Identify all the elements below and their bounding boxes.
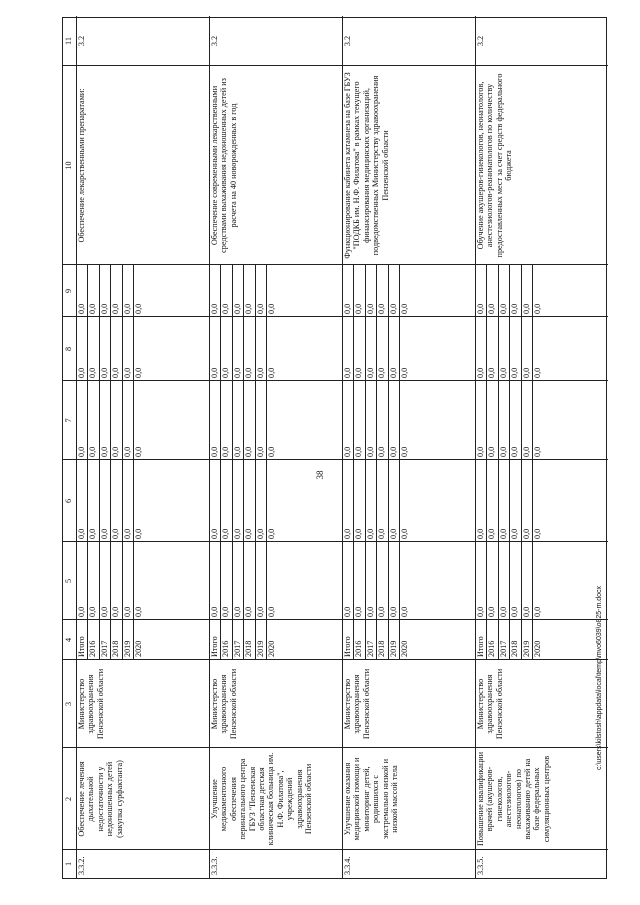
year-label: Итого: [343, 636, 352, 657]
year-label: 2018: [510, 640, 520, 657]
funding-value: 0,0: [99, 367, 109, 378]
funding-value: 0,0: [77, 303, 86, 314]
year-label: 2019: [521, 640, 531, 657]
funding-value: 0,0: [221, 606, 231, 617]
year-label: 2020: [267, 640, 276, 657]
funding-value: 0,0: [498, 367, 508, 378]
indicator-ref: 3.2: [77, 35, 86, 47]
funding-value: 0,0: [476, 528, 485, 539]
funding-value: 0,0: [255, 446, 265, 457]
funding-value: 0,0: [388, 528, 398, 539]
funding-value: 0,0: [122, 446, 132, 457]
funding-value: 0,0: [210, 606, 219, 617]
funding-value: 0,0: [365, 446, 375, 457]
funding-value: 0,0: [400, 367, 409, 378]
expected-result: Обучение акушеров-гинекологов, неонатологов, анестезиологов-реаниматологов по количеству предоставленных мест за счет средств федерального бюджета: [476, 73, 514, 258]
funding-value: 0,0: [88, 367, 98, 378]
funding-value: 0,0: [267, 606, 276, 617]
column-number: 6: [64, 498, 73, 504]
funding-value: 0,0: [232, 446, 242, 457]
funding-value: 0,0: [388, 303, 398, 314]
funding-value: 0,0: [111, 367, 121, 378]
measure-name: Обеспечение лечения дыхательной недостаточности у недоношенных детей (закупка сурфактанта): [77, 760, 124, 838]
funding-value: 0,0: [267, 528, 276, 539]
funding-value: 0,0: [521, 303, 531, 314]
funding-value: 0,0: [377, 446, 387, 457]
funding-value: 0,0: [255, 303, 265, 314]
column-number: 9: [64, 288, 73, 294]
funding-value: 0,0: [510, 606, 520, 617]
year-label: 2016: [354, 640, 364, 657]
row-number: 3.3.3.: [210, 856, 219, 875]
row-number: 3.3.4.: [343, 856, 352, 875]
year-label: 2018: [377, 640, 387, 657]
funding-value: 0,0: [400, 446, 409, 457]
funding-value: 0,0: [365, 367, 375, 378]
measure-name: Улучшение медикаментозного обеспечения перинатального центра ГБУЗ "Пензенская областная детская клиническая больница им. Н.Ф. Филатова", учреждений здравоохранения Пензенской области: [210, 752, 314, 846]
funding-value: 0,0: [510, 528, 520, 539]
column-number: 4: [64, 637, 73, 643]
funding-value: 0,0: [244, 606, 254, 617]
funding-value: 0,0: [255, 528, 265, 539]
funding-value: 0,0: [487, 446, 497, 457]
year-label: 2017: [365, 640, 375, 657]
year-label: Итого: [210, 636, 219, 657]
column-number: 3: [64, 701, 73, 707]
expected-result: Функционирование кабинета катамнеза на базе ГБУЗ "ПОДКБ им. Н.Ф. Филатова" в рамках текущего финансирования медицинских организаций, подведомственных Министерству здравоохранения Пензенской области: [343, 72, 390, 259]
year-label: 2019: [255, 640, 265, 657]
funding-value: 0,0: [354, 606, 364, 617]
funding-value: 0,0: [99, 446, 109, 457]
funding-value: 0,0: [88, 446, 98, 457]
funding-value: 0,0: [134, 528, 143, 539]
funding-value: 0,0: [400, 528, 409, 539]
funding-value: 0,0: [210, 303, 219, 314]
funding-value: 0,0: [533, 446, 542, 457]
year-label: Итого: [77, 636, 86, 657]
funding-value: 0,0: [134, 367, 143, 378]
expected-result: Обеспечение лекарственными препаратами:: [77, 88, 86, 243]
column-number: 11: [64, 37, 73, 45]
funding-value: 0,0: [134, 303, 143, 314]
funding-value: 0,0: [134, 446, 143, 457]
footer-path-text: c:\users\kilstosh\appdata\local\temp\mvo6039\o825-m.docx: [596, 585, 603, 770]
funding-value: 0,0: [498, 528, 508, 539]
executor: Министерство здравоохранения Пензенской области: [343, 668, 371, 740]
row-number: 3.3.2.: [77, 856, 86, 875]
funding-value: 0,0: [533, 367, 542, 378]
funding-value: 0,0: [377, 367, 387, 378]
funding-value: 0,0: [111, 446, 121, 457]
year-label: 2020: [400, 640, 409, 657]
column-number: 1: [64, 861, 73, 867]
funding-value: 0,0: [388, 446, 398, 457]
indicator-ref: 3.2: [343, 35, 352, 47]
year-label: 2018: [111, 640, 121, 657]
funding-value: 0,0: [476, 446, 485, 457]
column-number: 8: [64, 346, 73, 352]
funding-value: 0,0: [487, 303, 497, 314]
funding-value: 0,0: [365, 606, 375, 617]
funding-value: 0,0: [210, 446, 219, 457]
funding-value: 0,0: [476, 606, 485, 617]
funding-value: 0,0: [400, 606, 409, 617]
funding-value: 0,0: [343, 367, 352, 378]
program-table: [62, 17, 607, 879]
funding-value: 0,0: [476, 367, 485, 378]
funding-value: 0,0: [221, 446, 231, 457]
funding-value: 0,0: [533, 303, 542, 314]
funding-value: 0,0: [267, 446, 276, 457]
funding-value: 0,0: [476, 303, 485, 314]
funding-value: 0,0: [343, 303, 352, 314]
funding-value: 0,0: [487, 367, 497, 378]
funding-value: 0,0: [377, 303, 387, 314]
funding-value: 0,0: [232, 606, 242, 617]
funding-value: 0,0: [111, 303, 121, 314]
funding-value: 0,0: [255, 367, 265, 378]
funding-value: 0,0: [77, 528, 86, 539]
year-label: Итого: [476, 636, 485, 657]
funding-value: 0,0: [354, 367, 364, 378]
funding-value: 0,0: [244, 367, 254, 378]
funding-value: 0,0: [377, 528, 387, 539]
funding-value: 0,0: [99, 606, 109, 617]
funding-value: 0,0: [521, 446, 531, 457]
expected-result: Обеспечение современными лекарственными средствами выхаживания недоношенных детей из расчета на 40 новорожденных в год: [210, 78, 238, 253]
funding-value: 0,0: [510, 446, 520, 457]
funding-value: 0,0: [343, 446, 352, 457]
funding-value: 0,0: [244, 528, 254, 539]
funding-value: 0,0: [510, 303, 520, 314]
funding-value: 0,0: [498, 303, 508, 314]
column-number: 5: [64, 578, 73, 584]
funding-value: 0,0: [232, 367, 242, 378]
funding-value: 0,0: [77, 367, 86, 378]
funding-value: 0,0: [521, 367, 531, 378]
column-number: 2: [64, 796, 73, 802]
rotated-page: [62, 17, 607, 879]
funding-value: 0,0: [99, 303, 109, 314]
funding-value: 0,0: [510, 367, 520, 378]
funding-value: 0,0: [122, 606, 132, 617]
funding-value: 0,0: [521, 606, 531, 617]
year-label: 2019: [388, 640, 398, 657]
funding-value: 0,0: [521, 528, 531, 539]
column-number: 7: [64, 418, 73, 423]
funding-value: 0,0: [255, 606, 265, 617]
year-label: 2016: [221, 640, 231, 657]
funding-value: 0,0: [498, 606, 508, 617]
funding-value: 0,0: [122, 303, 132, 314]
year-label: 2016: [88, 640, 98, 657]
funding-value: 0,0: [232, 303, 242, 314]
funding-value: 0,0: [487, 528, 497, 539]
funding-value: 0,0: [498, 446, 508, 457]
funding-value: 0,0: [354, 528, 364, 539]
funding-value: 0,0: [533, 528, 542, 539]
funding-value: 0,0: [354, 446, 364, 457]
funding-value: 0,0: [244, 446, 254, 457]
executor: Министерство здравоохранения Пензенской области: [476, 668, 504, 740]
funding-value: 0,0: [111, 528, 121, 539]
funding-value: 0,0: [232, 528, 242, 539]
funding-value: 0,0: [88, 606, 98, 617]
year-label: 2016: [487, 640, 497, 657]
page-number: 38: [315, 470, 325, 480]
funding-value: 0,0: [267, 303, 276, 314]
funding-value: 0,0: [267, 367, 276, 378]
funding-value: 0,0: [400, 303, 409, 314]
year-label: 2020: [533, 640, 542, 657]
funding-value: 0,0: [77, 446, 86, 457]
funding-value: 0,0: [122, 528, 132, 539]
column-number: 10: [64, 161, 73, 170]
row-number: 3.3.5.: [476, 856, 485, 875]
funding-value: 0,0: [221, 528, 231, 539]
funding-value: 0,0: [533, 606, 542, 617]
funding-value: 0,0: [244, 303, 254, 314]
funding-value: 0,0: [388, 606, 398, 617]
funding-value: 0,0: [99, 528, 109, 539]
funding-value: 0,0: [77, 606, 86, 617]
measure-name: Улучшение оказания медицинской помощи и мониторинг детей, родившихся с экстремально низкой и низкой массой тела: [343, 757, 400, 841]
funding-value: 0,0: [88, 528, 98, 539]
funding-value: 0,0: [88, 303, 98, 314]
executor: Министерство здравоохранения Пензенской области: [210, 668, 238, 740]
year-label: 2017: [498, 640, 508, 657]
funding-value: 0,0: [365, 303, 375, 314]
year-label: 2020: [134, 640, 143, 657]
funding-value: 0,0: [487, 606, 497, 617]
indicator-ref: 3.2: [210, 35, 219, 47]
funding-value: 0,0: [354, 303, 364, 314]
funding-value: 0,0: [365, 528, 375, 539]
year-label: 2018: [244, 640, 254, 657]
funding-value: 0,0: [122, 367, 132, 378]
funding-value: 0,0: [221, 303, 231, 314]
funding-value: 0,0: [377, 606, 387, 617]
funding-value: 0,0: [111, 606, 121, 617]
funding-value: 0,0: [210, 367, 219, 378]
measure-name: Повышение квалификации врачей (акушеров-гинекологов, анестезиологов-неонатологов) по выхаживанию детей на базе федеральных симуляционных центров: [476, 752, 551, 846]
year-label: 2017: [232, 640, 242, 657]
funding-value: 0,0: [343, 528, 352, 539]
funding-value: 0,0: [134, 606, 143, 617]
indicator-ref: 3.2: [476, 35, 485, 47]
funding-value: 0,0: [343, 606, 352, 617]
funding-value: 0,0: [388, 367, 398, 378]
executor: Министерство здравоохранения Пензенской области: [77, 668, 105, 740]
funding-value: 0,0: [221, 367, 231, 378]
year-label: 2017: [99, 640, 109, 657]
year-label: 2019: [122, 640, 132, 657]
funding-value: 0,0: [210, 528, 219, 539]
